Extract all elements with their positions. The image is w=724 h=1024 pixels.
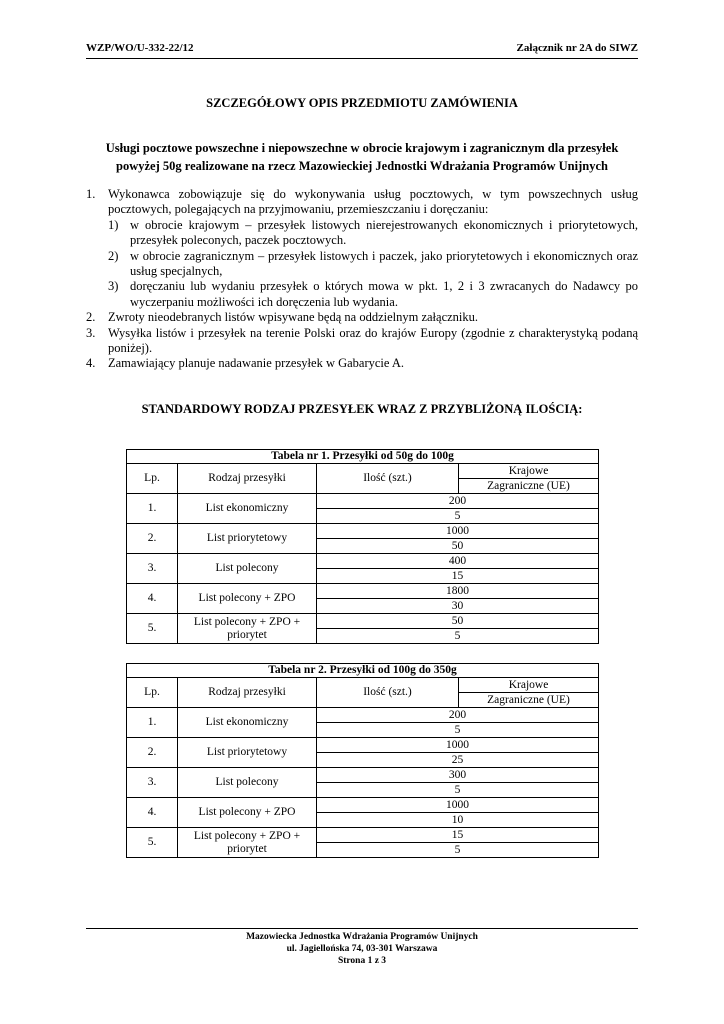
page-subtitle [86, 139, 638, 175]
list-item-number: 4. [86, 356, 96, 371]
column-header-lp: Lp. [127, 678, 178, 708]
quantity-foreign: 5 [317, 723, 599, 738]
column-header-foreign: Zagraniczne (UE) [459, 479, 599, 494]
quantity-foreign: 10 [317, 813, 599, 828]
row-number: 5. [127, 614, 178, 644]
table-caption: Tabela nr 2. Przesyłki od 100g do 350g [127, 664, 599, 678]
column-header-quantity: Ilość (szt.) [317, 464, 459, 494]
list-item-text: Zamawiający planuje nadawanie przesyłek w Gabarycie A. [108, 356, 405, 371]
subtitle-line-2: powyżej 50g realizowane na rzecz Mazowieckiej Jednostki Wdrażania Programów Unijnych [116, 159, 608, 173]
shipment-type: List polecony + ZPO [178, 584, 317, 614]
list-item [86, 187, 638, 310]
footer-address: ul. Jagiellońska 74, 03-301 Warszawa [286, 944, 438, 954]
shipment-type: List polecony + ZPO + priorytet [178, 828, 317, 858]
page-header [86, 42, 638, 59]
shipment-type: List priorytetowy [178, 524, 317, 554]
shipment-type: List ekonomiczny [178, 708, 317, 738]
shipments-table-2 [126, 663, 599, 858]
sub-item-text: doręczaniu lub wydaniu przesyłek o których mowa w pkt. 1, 2 i 3 zwracanych do Nadawcy po wyczerpaniu możliwości ich doręczenia lub wydania. [130, 279, 638, 309]
list-item-text: Wykonawca zobowiązuje się do wykonywania usług pocztowych, w tym powszechnych usług pocztowych, polegających na przyjmowaniu, przemieszczaniu i doręczaniu: [108, 187, 638, 217]
column-header-type: Rodzaj przesyłki [178, 464, 317, 494]
list-item-text: Zwroty nieodebranych listów wpisywane będą na oddzielnym załączniku. [108, 310, 479, 325]
footer-organization: Mazowiecka Jednostka Wdrażania Programów Unijnych [246, 932, 478, 942]
list-item [86, 356, 638, 371]
quantity-foreign: 30 [317, 599, 599, 614]
section-heading: STANDARDOWY RODZAJ PRZESYŁEK WRAZ Z PRZYBLIŻONĄ ILOŚCIĄ: [141, 402, 583, 416]
row-number: 1. [127, 708, 178, 738]
requirements-list [86, 187, 638, 372]
quantity-domestic: 300 [317, 768, 599, 783]
column-header-domestic: Krajowe [459, 464, 599, 479]
quantity-domestic: 200 [317, 494, 599, 509]
list-item-number: 3. [86, 325, 96, 340]
list-item-number: 1. [86, 187, 96, 201]
sub-item-number: 3) [108, 279, 119, 294]
column-header-quantity: Ilość (szt.) [317, 678, 459, 708]
sub-item-number: 1) [108, 217, 119, 232]
quantity-domestic: 1800 [317, 584, 599, 599]
list-item [86, 310, 638, 325]
sub-item-number: 2) [108, 248, 119, 263]
quantity-domestic: 1000 [317, 738, 599, 753]
subtitle-line-1: Usługi pocztowe powszechne i niepowszechne w obrocie krajowym i zagranicznym dla przesyłek [105, 141, 619, 155]
row-number: 5. [127, 828, 178, 858]
sub-item-text: w obrocie zagranicznym – przesyłek listowych i paczek, jako priorytetowych i ekonomicznych oraz usług specjalnych, [130, 248, 638, 279]
list-item-number: 2. [86, 310, 96, 325]
column-header-foreign: Zagraniczne (UE) [459, 693, 599, 708]
column-header-domestic: Krajowe [459, 678, 599, 693]
quantity-foreign: 25 [317, 753, 599, 768]
row-number: 2. [127, 738, 178, 768]
quantity-foreign: 5 [317, 509, 599, 524]
quantity-domestic: 1000 [317, 524, 599, 539]
quantity-domestic: 200 [317, 708, 599, 723]
shipment-type: List ekonomiczny [178, 494, 317, 524]
shipment-type: List polecony + ZPO [178, 798, 317, 828]
row-number: 2. [127, 524, 178, 554]
row-number: 1. [127, 494, 178, 524]
row-number: 4. [127, 584, 178, 614]
attachment-label: Załącznik nr 2A do SIWZ [516, 42, 638, 54]
table-caption: Tabela nr 1. Przesyłki od 50g do 100g [127, 450, 599, 464]
quantity-domestic: 15 [317, 828, 599, 843]
shipment-type: List priorytetowy [178, 738, 317, 768]
column-header-lp: Lp. [127, 464, 178, 494]
quantity-domestic: 1000 [317, 798, 599, 813]
quantity-foreign: 5 [317, 843, 599, 858]
quantity-domestic: 400 [317, 554, 599, 569]
row-number: 4. [127, 798, 178, 828]
row-number: 3. [127, 554, 178, 584]
quantity-foreign: 5 [317, 783, 599, 798]
document-reference: WZP/WO/U-332-22/12 [86, 42, 194, 54]
shipments-table-1 [126, 449, 599, 644]
sub-list-item [108, 249, 638, 280]
column-header-type: Rodzaj przesyłki [178, 678, 317, 708]
quantity-domestic: 50 [317, 614, 599, 629]
list-item-text: Wysyłka listów i przesyłek na terenie Polski oraz do krajów Europy (zgodnie z charakterystyką podaną poniżej). [108, 325, 638, 356]
quantity-foreign: 5 [317, 629, 599, 644]
row-number: 3. [127, 768, 178, 798]
quantity-foreign: 50 [317, 539, 599, 554]
sub-list-item [108, 279, 638, 310]
sub-list-item [108, 218, 638, 249]
page-number: Strona 1 z 3 [337, 956, 387, 966]
page-footer [86, 928, 638, 967]
page-title: SZCZEGÓŁOWY OPIS PRZEDMIOTU ZAMÓWIENIA [206, 96, 518, 110]
shipment-type: List polecony + ZPO + priorytet [178, 614, 317, 644]
quantity-foreign: 15 [317, 569, 599, 584]
shipment-type: List polecony [178, 554, 317, 584]
sub-item-text: w obrocie krajowym – przesyłek listowych nierejestrowanych ekonomicznych i priorytetowych, przesyłek poleconych, paczek pocztowych. [130, 217, 638, 248]
list-item [86, 326, 638, 357]
shipment-type: List polecony [178, 768, 317, 798]
